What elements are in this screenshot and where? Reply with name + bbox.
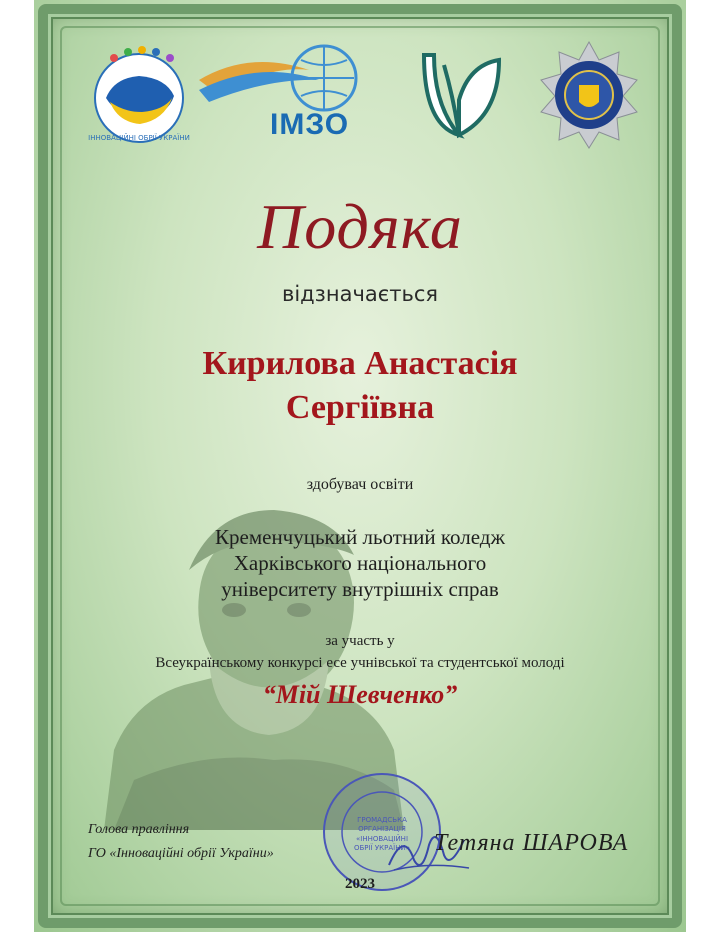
innovative-horizons-logo xyxy=(84,40,194,150)
svg-text:ОРГАНІЗАЦІЯ: ОРГАНІЗАЦІЯ xyxy=(358,825,406,833)
svg-text:«ІННОВАЦІЙНІ: «ІННОВАЦІЙНІ xyxy=(355,835,409,843)
signer-role xyxy=(88,818,274,866)
page-margin-left xyxy=(0,0,34,932)
recipient-name-line1: Кирилова Анастасія xyxy=(202,345,518,382)
svg-text:ГРОМАДСЬКА: ГРОМАДСЬКА xyxy=(357,816,407,824)
signer-name: Тетяна ШАРОВА xyxy=(434,830,629,856)
certificate-title: Подяка xyxy=(257,191,463,262)
signer-role-line1: Голова правління xyxy=(88,822,190,837)
svg-text:ОБРІЇ УКРАЇНИ»: ОБРІЇ УКРАЇНИ» xyxy=(354,844,410,852)
signer-role-line2: ГО «Інноваційні обрії України» xyxy=(88,846,274,861)
institution-line3: університету внутрішніх справ xyxy=(221,577,499,601)
recipient-role: здобувач освіти xyxy=(306,476,414,493)
certificate xyxy=(34,0,686,932)
participation-line1: за участь у xyxy=(325,633,395,649)
institution-name xyxy=(34,524,686,602)
leaf-logo xyxy=(414,45,504,145)
recipient-name xyxy=(34,342,686,430)
recipient-name-line2: Сергіївна xyxy=(285,389,435,426)
page-margin-right xyxy=(686,0,720,932)
contest-name: “Мій Шевченко” xyxy=(262,680,458,709)
university-emblem xyxy=(539,40,639,150)
institution-line1: Кременчуцький льотний коледж xyxy=(215,525,505,549)
participation-line2: Всеукраїнському конкурсі есе учнівської та студентської молоді xyxy=(155,655,565,671)
imzo-logo-text: ІМЗО xyxy=(270,108,350,141)
certificate-subtitle: відзначається xyxy=(281,282,439,306)
participation-text xyxy=(34,630,686,674)
certificate-year: 2023 xyxy=(345,876,375,892)
ukraine-logo-text: ІННОВАЦІЙНІ ОБРІЇ УКРАЇНИ xyxy=(88,134,190,142)
institution-line2: Харківського національного xyxy=(233,551,487,575)
